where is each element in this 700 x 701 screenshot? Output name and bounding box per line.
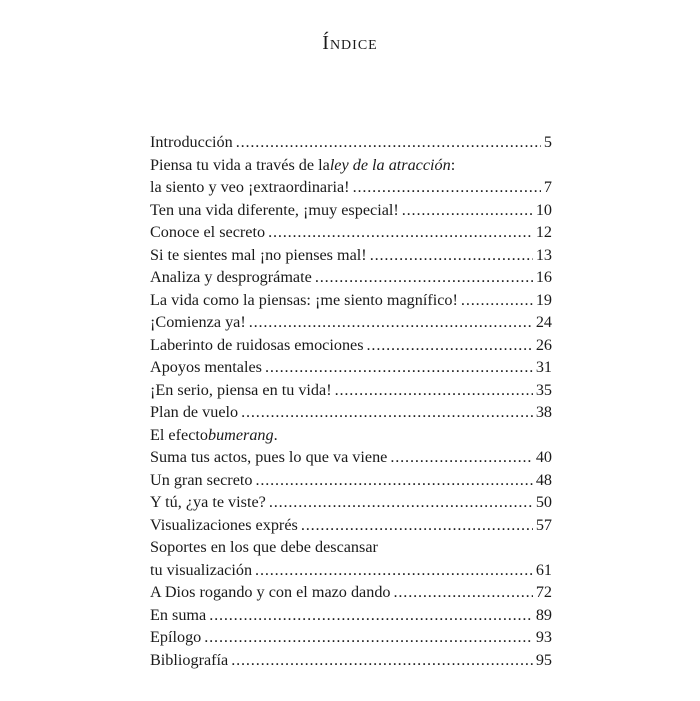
toc-page-number: 31 [535, 358, 552, 376]
toc-entry-title: Un gran secreto [150, 470, 253, 489]
toc-entry-title: Piensa tu vida a través de la [150, 155, 330, 174]
dot-leader [255, 559, 533, 582]
toc-entry-title: La vida como la piensas: ¡me siento magnífico! [150, 290, 458, 309]
toc-entry-line [150, 266, 552, 289]
toc-entry-line [150, 199, 552, 222]
toc-entry-title: ¡En serio, piensa en tu vida! [150, 380, 332, 399]
toc-entry-line [150, 221, 552, 244]
toc-entry-title: Introducción [150, 133, 233, 151]
toc-page-number: 10 [535, 200, 552, 219]
toc-entry-line [150, 176, 552, 199]
toc-page-number: 50 [535, 493, 552, 511]
dot-leader [370, 244, 533, 267]
toc-entry-title: Conoce el secreto [150, 223, 266, 241]
toc-entry-line [150, 334, 552, 357]
table-of-contents [150, 131, 552, 671]
toc-entry [150, 424, 552, 469]
toc-entry-italic: bumerang [207, 425, 274, 444]
dot-leader [335, 379, 533, 402]
toc-entry-italic: ley de la atracción [329, 155, 451, 174]
dot-leader [390, 446, 532, 469]
toc-page-number: 16 [535, 268, 552, 286]
dot-leader [268, 221, 533, 244]
toc-entry [150, 536, 552, 581]
toc-entry-line [150, 154, 552, 177]
dot-leader [231, 649, 533, 672]
dot-leader [265, 356, 533, 379]
toc-entry-line [150, 469, 552, 492]
toc-entry-title: Suma tus actos, pues lo que va viene [150, 448, 388, 466]
toc-entry-title: Y tú, ¿ya te viste? [150, 493, 266, 511]
toc-entry-title: Ten una vida diferente, ¡muy especial! [150, 200, 399, 219]
toc-entry [150, 289, 552, 312]
toc-page-number: 57 [535, 515, 552, 534]
dot-leader [249, 311, 533, 334]
page-title-text: Índice [322, 32, 378, 54]
dot-leader [301, 514, 533, 537]
toc-entry [150, 626, 552, 649]
toc-entry-title: Si te sientes mal ¡no pienses mal! [150, 245, 367, 264]
toc-page-number: 89 [535, 605, 552, 624]
toc-entry-title: Analiza y desprográmate [150, 268, 312, 286]
toc-page-number: 72 [535, 583, 552, 601]
dot-leader [461, 289, 533, 312]
toc-entry [150, 334, 552, 357]
page-title [0, 32, 700, 55]
toc-entry [150, 356, 552, 379]
toc-entry-title: Soportes en los que debe descansar [150, 538, 378, 556]
toc-page-number: 93 [535, 628, 552, 646]
dot-leader [204, 626, 533, 649]
toc-entry [150, 514, 552, 537]
toc-entry-line [150, 514, 552, 537]
toc-entry-title: ¡Comienza ya! [150, 313, 246, 331]
toc-entry-line [150, 536, 552, 559]
toc-entry-title: El efecto [150, 425, 208, 444]
dot-leader [269, 491, 533, 514]
toc-page-number: 12 [535, 223, 552, 241]
toc-entry [150, 266, 552, 289]
toc-entry-line [150, 581, 552, 604]
toc-entry [150, 221, 552, 244]
toc-entry [150, 469, 552, 492]
toc-entry [150, 311, 552, 334]
toc-entry [150, 131, 552, 154]
toc-page-number: 38 [535, 403, 552, 421]
toc-entry-line [150, 559, 552, 582]
toc-page-number: 5 [543, 133, 552, 151]
toc-entry-line [150, 604, 552, 627]
toc-entry-title: tu visualización [150, 560, 253, 579]
toc-entry [150, 491, 552, 514]
toc-entry-punctuation: . [273, 425, 278, 444]
dot-leader [394, 581, 533, 604]
toc-page-number: 26 [535, 335, 552, 354]
toc-entry-line [150, 244, 552, 267]
toc-entry-title: Bibliografía [150, 650, 229, 669]
toc-entry-title: Plan de vuelo [150, 403, 239, 421]
toc-page-number: 24 [535, 313, 552, 331]
toc-entry-title: Apoyos mentales [150, 358, 262, 376]
toc-entry-line [150, 491, 552, 514]
toc-entry-title: En suma [150, 605, 207, 624]
toc-entry [150, 379, 552, 402]
toc-entry [150, 581, 552, 604]
toc-entry-title: A Dios rogando y con el mazo dando [150, 583, 391, 601]
toc-page-number: 7 [543, 178, 552, 196]
toc-entry [150, 604, 552, 627]
dot-leader [241, 401, 533, 424]
toc-entry-line [150, 446, 552, 469]
toc-entry [150, 244, 552, 267]
toc-entry-punctuation: : [450, 155, 456, 174]
toc-entry [150, 199, 552, 222]
toc-entry-line [150, 356, 552, 379]
toc-page-number: 13 [535, 245, 552, 264]
toc-page-number: 19 [535, 290, 552, 309]
dot-leader [367, 334, 533, 357]
toc-page-number: 48 [535, 470, 552, 489]
dot-leader [315, 266, 533, 289]
toc-entry-line [150, 379, 552, 402]
dot-leader [236, 131, 541, 154]
dot-leader [255, 469, 532, 492]
toc-entry-title: la siento y veo ¡extraordinaria! [150, 178, 350, 196]
toc-entry-line [150, 424, 552, 447]
toc-entry-line [150, 131, 552, 154]
toc-page-number: 61 [535, 560, 552, 579]
toc-entry-line [150, 311, 552, 334]
toc-entry-line [150, 289, 552, 312]
toc-page-number: 40 [535, 448, 552, 466]
toc-entry-line [150, 626, 552, 649]
toc-page-number: 35 [535, 380, 552, 399]
dot-leader [402, 199, 533, 222]
toc-entry-title: Laberinto de ruidosas emociones [150, 335, 364, 354]
toc-page-number: 95 [535, 650, 552, 669]
dot-leader [353, 176, 541, 199]
toc-entry [150, 154, 552, 199]
dot-leader [209, 604, 533, 627]
toc-entry [150, 649, 552, 672]
toc-entry [150, 401, 552, 424]
toc-entry-title: Visualizaciones exprés [150, 515, 298, 534]
toc-entry-line [150, 401, 552, 424]
toc-entry-line [150, 649, 552, 672]
toc-entry-title: Epílogo [150, 628, 202, 646]
